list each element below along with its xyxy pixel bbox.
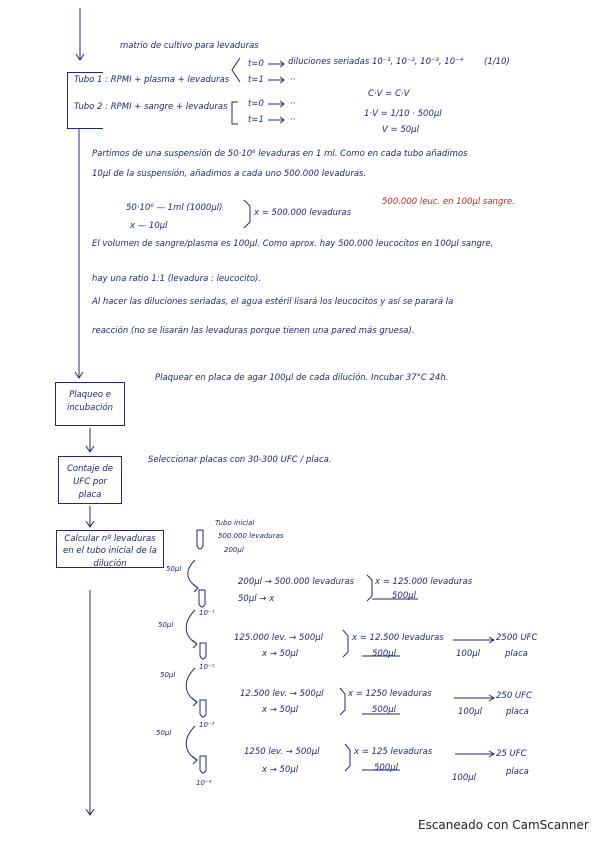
tube1-ratio: (1/10) xyxy=(484,57,510,67)
dilution3-exp: 10⁻³ xyxy=(199,721,215,729)
dilution3-b: x → 50µl xyxy=(262,705,299,715)
paragraph1-line2: 10µl de la suspensión, añadimos a cada uno 500.000 levaduras. xyxy=(92,169,367,179)
dilution3-r2: 500µl xyxy=(372,705,396,715)
dilution4-a: 1250 lev. → 500µl xyxy=(244,747,320,757)
tube2-t0-dots: ·· xyxy=(290,99,296,109)
dilution2-b: x → 50µl xyxy=(262,649,299,659)
scanner-watermark: Escaneado con CamScanner xyxy=(418,818,589,832)
dilution3-plate-vol: 100µl xyxy=(458,707,482,717)
dilution1-a: 200µl → 500.000 levaduras xyxy=(238,577,355,587)
dilution1-r1: x = 125.000 levaduras xyxy=(375,577,473,587)
dilution4-b: x → 50µl xyxy=(262,765,299,775)
tube2-t0: t=0 xyxy=(248,99,264,109)
step-plaqueo-label: Plaqueo e incubación xyxy=(66,390,114,413)
tube2-label: Tubo 2 : RPMI + sangre + levaduras xyxy=(74,102,228,112)
transfer-label-1: 50µl xyxy=(166,565,182,573)
dilution4-ufc: 25 UFC xyxy=(496,749,527,759)
paragraph3-line1: Al hacer las diluciones seriadas, el agua estéril lisará los leucocitos y así se parará la xyxy=(92,297,454,307)
transfer-label-2: 50µl xyxy=(158,621,174,629)
dilution4-r1: x = 125 levaduras xyxy=(354,747,433,757)
step-plaqueo-box xyxy=(55,382,125,426)
step-contaje-label: Contaje de UFC por placa xyxy=(67,464,113,500)
transfer-label-4: 50µl xyxy=(156,729,172,737)
paragraph3-line2: reacción (no se lisarán las levaduras porque tienen una pared más gruesa). xyxy=(92,326,415,336)
dilution3-plate: placa xyxy=(506,707,529,717)
dilution1-b: 50µl → x xyxy=(238,594,275,604)
initial-tube-line3: 200µl xyxy=(224,546,244,554)
dilution4-plate: placa xyxy=(506,767,529,777)
calc1-result: x = 500.000 levaduras xyxy=(254,208,352,218)
tube1-t1-dots: ·· xyxy=(290,75,296,85)
dilution2-plate-vol: 100µl xyxy=(456,649,480,659)
step-plaqueo-desc: Plaquear en placa de agar 100µl de cada dilución. Incubar 37°C 24h. xyxy=(155,373,449,383)
initial-tube-line2: 500.000 levaduras xyxy=(218,532,284,540)
dilution4-r2: 500µl xyxy=(374,763,398,773)
paragraph2-line2: hay una ratio 1:1 (levadura : leucocito). xyxy=(92,274,262,284)
dilution2-r2: 500µl xyxy=(372,649,396,659)
paragraph2-line1: El volumen de sangre/plasma es 100µl. Como aprox. hay 500.000 leucocitos en 100µl sangre, xyxy=(92,239,494,249)
tube1-label: Tubo 1 : RPMI + plasma + levaduras xyxy=(74,75,230,85)
initial-tube-line1: Tubo inicial xyxy=(215,519,255,527)
equation-v-result: V = 50µl xyxy=(382,125,419,135)
dilution2-ufc: 2500 UFC xyxy=(496,633,538,643)
header-note: matrio de cultivo para levaduras xyxy=(120,41,259,51)
dilution4-exp: 10⁻⁴ xyxy=(196,779,212,787)
dilution3-ufc: 250 UFC xyxy=(496,691,532,701)
equation-cv: C·V = C·V xyxy=(368,89,410,99)
calc1-red-note: 500.000 leuc. en 100µl sangre. xyxy=(382,197,515,207)
dilution2-r1: x = 12.500 levaduras xyxy=(352,633,444,643)
dilution2-a: 125.000 lev. → 500µl xyxy=(234,633,324,643)
tube1-t0: t=0 xyxy=(248,59,264,69)
tube2-t1: t=1 xyxy=(248,115,264,125)
step-calcular-label: Calcular nº levaduras en el tubo inicial de la dilución xyxy=(63,534,157,569)
calc1-line-a: 50·10⁶ — 1ml (1000µl) xyxy=(126,203,223,213)
equation-v-fraction: 1·V = 1/10 · 500µl xyxy=(364,109,442,119)
dilution3-a: 12.500 lev. → 500µl xyxy=(240,689,324,699)
step-contaje-desc: Seleccionar placas con 30-300 UFC / placa. xyxy=(148,455,332,465)
paragraph1-line1: Partimos de una suspensión de 50·10⁶ levaduras en 1 ml. Como en cada tubo añadimos xyxy=(92,149,468,159)
transfer-label-3: 50µl xyxy=(160,671,176,679)
dilution2-exp: 10⁻² xyxy=(199,663,215,671)
calc1-line-b: x — 10µl xyxy=(130,221,168,231)
step-calcular-box xyxy=(56,530,164,568)
tube2-t1-dots: ·· xyxy=(290,115,296,125)
dilution4-plate-vol: 100µl xyxy=(452,773,476,783)
dilution1-exp: 10⁻¹ xyxy=(199,609,215,617)
tube1-t0-result: diluciones seriadas 10⁻¹, 10⁻², 10⁻³, 10⁻⁴ xyxy=(288,57,463,67)
dilution1-r2: 500µl xyxy=(392,591,416,601)
dilution3-r1: x = 1250 levaduras xyxy=(348,689,432,699)
dilution2-plate: placa xyxy=(505,649,528,659)
step-contaje-box xyxy=(58,456,122,504)
tube1-t1: t=1 xyxy=(248,75,264,85)
